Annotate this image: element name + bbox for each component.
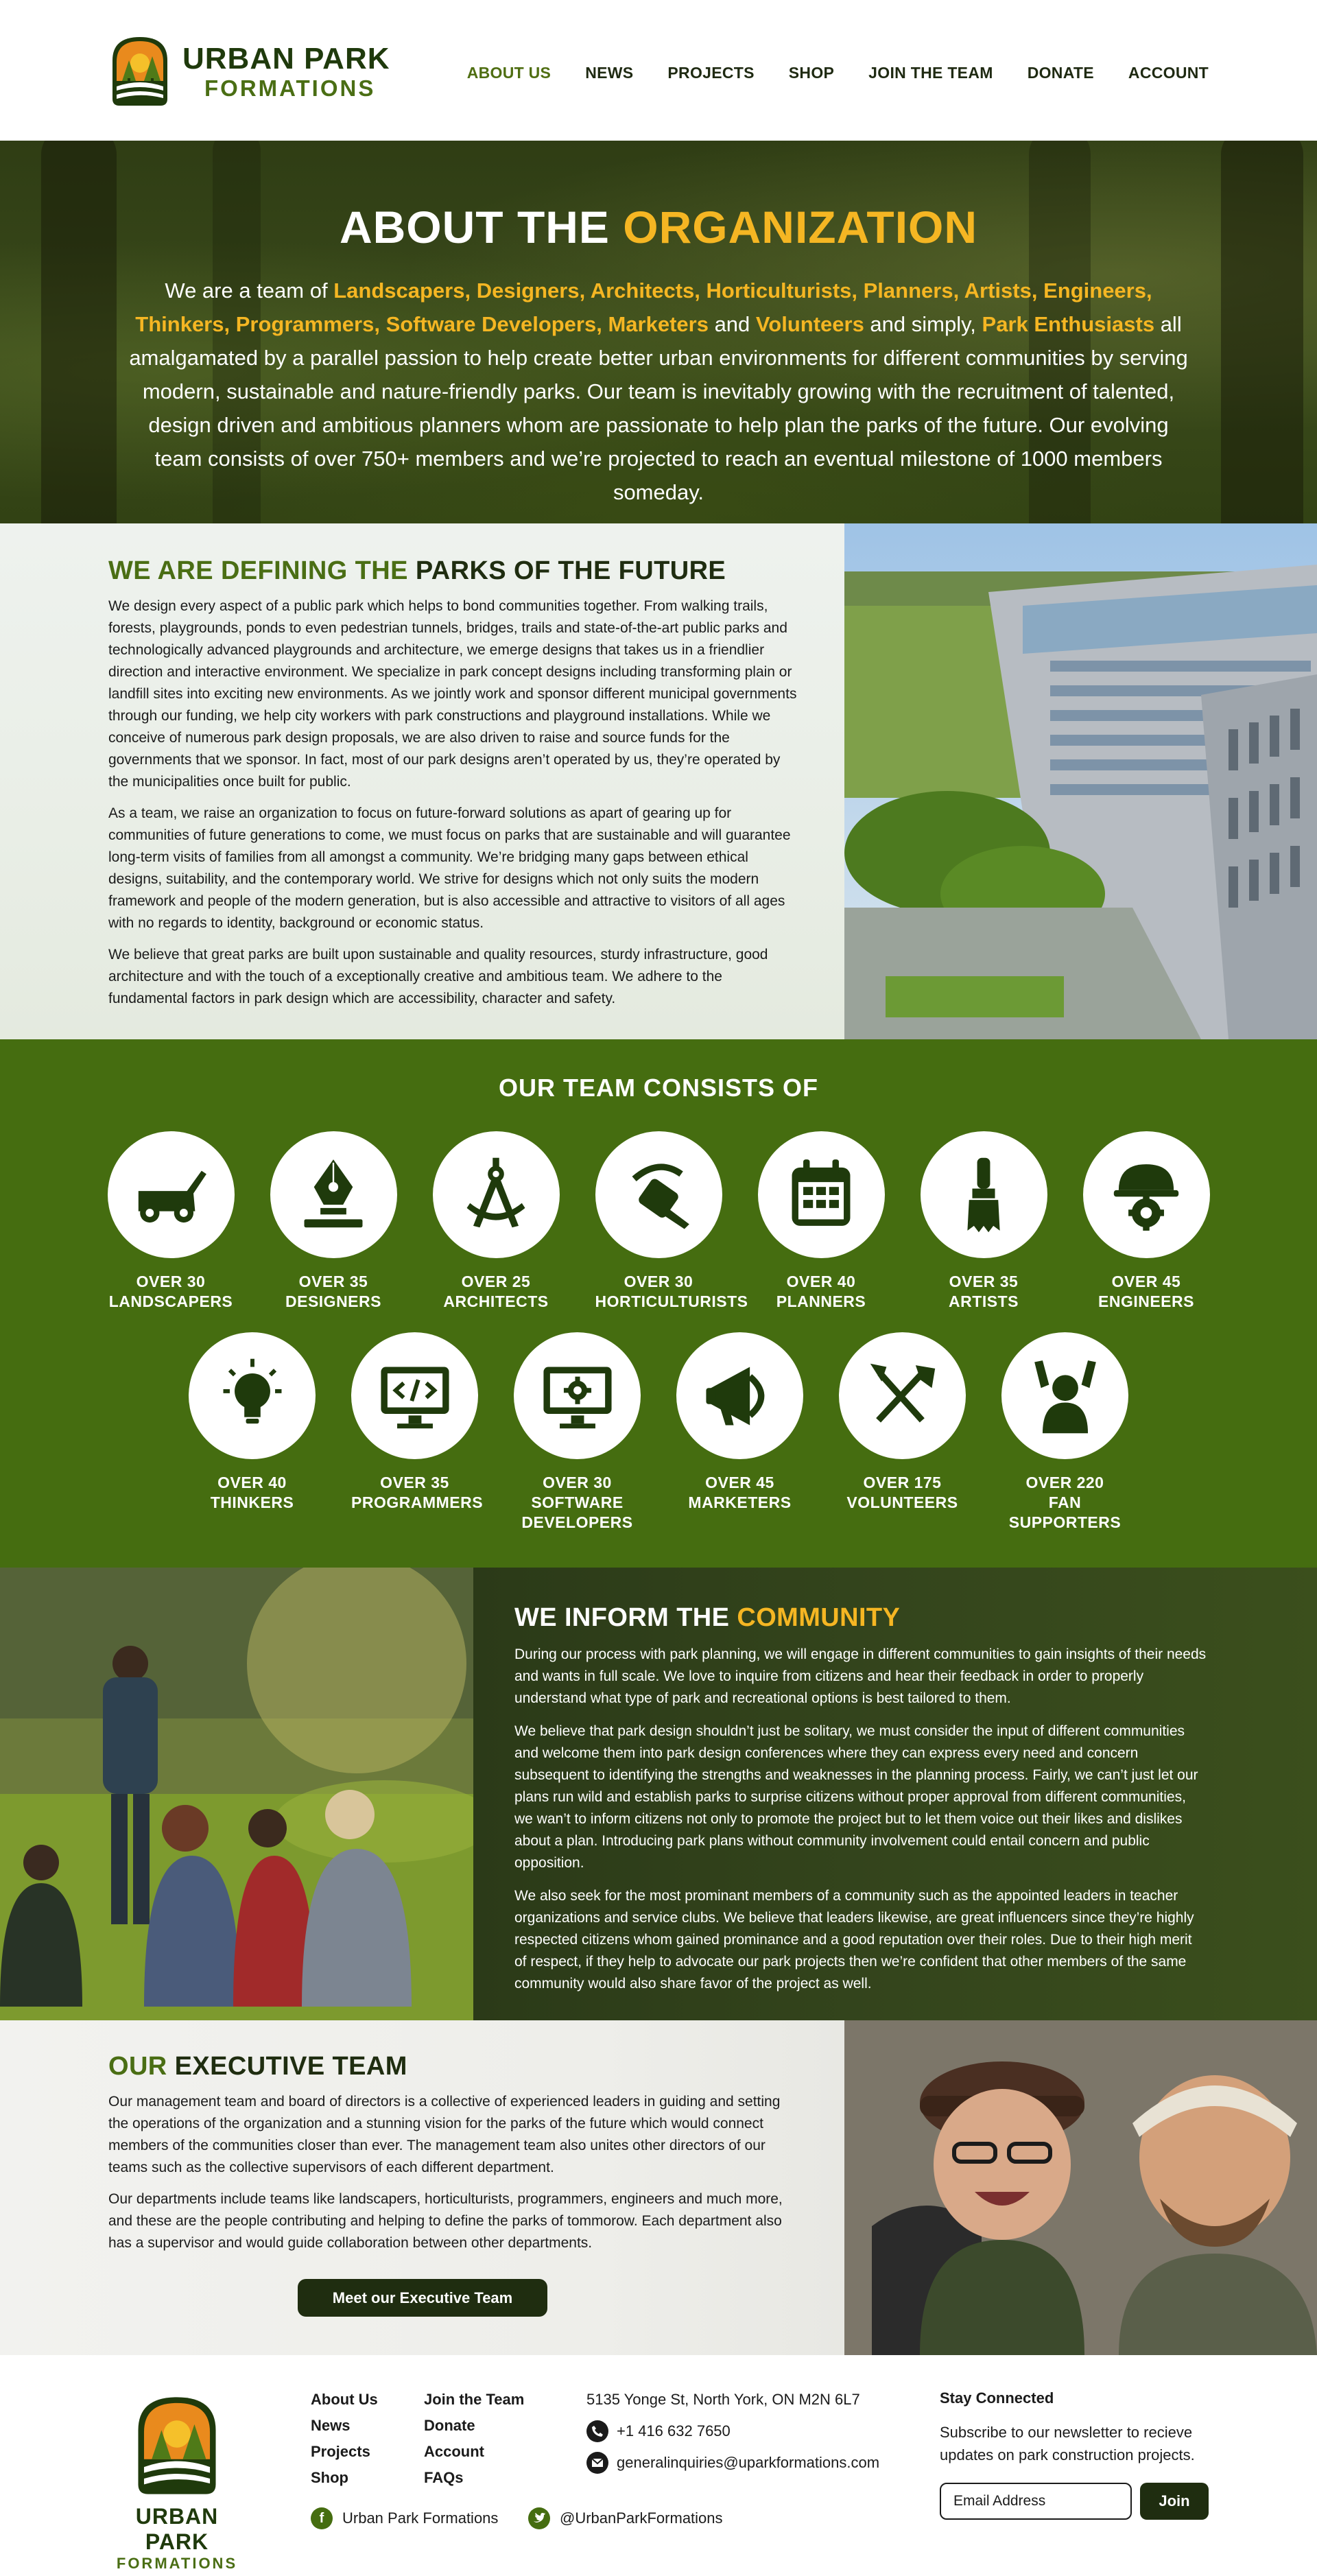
site-footer [0, 2355, 1317, 2576]
contact-info [586, 2387, 879, 2476]
team-title: OUR TEAM CONSISTS OF [498, 1074, 818, 1102]
executive-paragraph: Our management team and board of directors is a collective of experienced leaders in guiding and setting the operations of the organization and a stunning vision for the parks of the future which would connect members of the communities closer than ever. The management team also unites other directors of our teams such as the collective supervisors of each different department. [108, 2094, 781, 2175]
logo-line-2: FORMATIONS [204, 75, 376, 101]
site-header [0, 0, 1317, 141]
executive-title: OUR EXECUTIVE TEAM [108, 2052, 407, 2081]
newsletter-title: Stay Connected [940, 2389, 1054, 2407]
footer-links-column [311, 2387, 378, 2491]
tree-trunk-decoration [41, 141, 117, 523]
nav-news[interactable]: NEWS [585, 64, 634, 82]
twitter-link[interactable]: @UrbanParkFormations [528, 2507, 723, 2529]
phone-number: +1 416 632 7650 [617, 2422, 731, 2439]
nav-shop[interactable]: SHOP [788, 64, 835, 82]
community-section [0, 1568, 1317, 2020]
community-paragraph: During our process with park planning, we will engage in different communities to gain insights of their needs and wants in full scale. We love to inquire from citizens and hear their feedback in order to properly understand what type of park and recreational options is best tailored to them. [514, 1646, 1207, 1706]
email-icon [586, 2452, 608, 2474]
team-section [0, 1039, 1317, 1568]
nav-projects[interactable]: PROJECTS [667, 64, 755, 82]
team-member-card: OVER 35 DESIGNERS [270, 1131, 397, 1312]
site-logo[interactable] [108, 33, 390, 110]
team-member-card: OVER 40 PLANNERS [758, 1131, 885, 1312]
footer-logo-line-2: FORMATIONS [116, 2555, 238, 2572]
main-nav [467, 64, 1209, 82]
team-member-card: OVER 45 ENGINEERS [1083, 1131, 1210, 1312]
about-description: We are a team of Landscapers, Designers, Architects, Horticulturists, Planners, Artists, Engineers, Thinkers, Programmers, Software Developers, Marketers and Volunteers and simply, Park Enthusiasts all amalgamated by a parallel passion to help create better urban environments for different communities by serving modern, sustainable and nature-friendly parks. Our team is inevitably growing with the recruitment of talented, design driven and ambitious planners whom are passionate to help plan the parks of the future. Our evolving team consists of over 750+ members and we’re projected to reach an eventual milestone of 1000 members someday. [129, 279, 1188, 504]
hardhat-gear-icon [1106, 1155, 1187, 1236]
footer-link-donate[interactable]: Donate [424, 2417, 475, 2434]
team-member-card: OVER 175 VOLUNTEERS [839, 1332, 966, 1533]
building-illustration [844, 523, 1317, 1039]
footer-link-projects[interactable]: Projects [311, 2443, 370, 2460]
footer-link-news[interactable]: News [311, 2417, 351, 2434]
team-member-card: OVER 30 LANDSCAPERS [108, 1131, 235, 1312]
watering-can-icon [618, 1155, 699, 1236]
team-member-card: OVER 35 PROGRAMMERS [351, 1332, 478, 1533]
executive-team-photo [844, 2020, 1317, 2355]
email-row[interactable] [586, 2450, 879, 2476]
defining-paragraph: As a team, we raise an organization to focus on future-forward solutions as apart of gearing up for communities of future generations to come, we must focus on parks that are sustainable and will guarantee long-term visits of families from all amongst a community. We’re bridging many gaps between ethical designs, suitability, and the contemporary world. We strive for designs which not only suits the modern framework and people of the modern generation, but is also accessible and attractive to visitors of all ages with no regards to identity, background or economic status. [108, 805, 791, 931]
cheering-person-icon [1025, 1356, 1106, 1437]
footer-logo[interactable] [108, 2391, 246, 2573]
facebook-link[interactable]: f Urban Park Formations [311, 2507, 498, 2529]
team-member-card: OVER 40 THINKERS [189, 1332, 316, 1533]
nav-donate[interactable]: DONATE [1027, 64, 1094, 82]
newsletter-description: Subscribe to our newsletter to recieve updates on park construction projects. [940, 2424, 1195, 2463]
executive-section [0, 2020, 1317, 2355]
email-address: generalinquiries@uparkformations.com [617, 2454, 880, 2471]
shovel-tools-icon [862, 1356, 943, 1437]
nav-account[interactable]: ACCOUNT [1128, 64, 1209, 82]
lightbulb-icon [212, 1356, 293, 1437]
community-paragraph: We believe that park design shouldn’t just be solitary, we must consider the input of different communities and welcome them into park design conferences where they can express every need and concern subsequent to identifying the strengths and weaknesses in the planning process. Fairly, we can’t just let our plans run wild and establish parks to surprise citizens without proper approval from different communities, we wan’t to inform citizens not only to promote the project but to let them voice out their likes and dislikes about a plan. Introducing park plans without community involvement could entail concern and public opposition. [514, 1723, 1198, 1871]
city-building-photo [844, 523, 1317, 1039]
nav-about-us[interactable]: ABOUT US [466, 64, 551, 82]
logo-line-1: URBAN PARK [182, 41, 390, 75]
footer-link-shop[interactable]: Shop [311, 2469, 348, 2486]
footer-link-faqs[interactable]: FAQs [424, 2469, 464, 2486]
phone-icon [586, 2420, 608, 2442]
twitter-icon [528, 2507, 550, 2529]
calendar-icon [781, 1155, 862, 1236]
footer-link-join-the-team[interactable]: Join the Team [424, 2391, 525, 2408]
team-member-card: OVER 25 ARCHITECTS [433, 1131, 560, 1312]
footer-links-column [424, 2387, 524, 2491]
facebook-icon: f [311, 2507, 333, 2529]
lawnmower-icon [130, 1155, 211, 1236]
community-park-photo [0, 1568, 473, 2020]
nav-join-the-team[interactable]: JOIN THE TEAM [868, 64, 993, 82]
tree-trunk-decoration [1221, 141, 1303, 523]
defining-title: WE ARE DEFINING THE PARKS OF THE FUTURE [108, 556, 726, 585]
team-member-card: OVER 35 ARTISTS [921, 1131, 1047, 1312]
executive-paragraph: Our departments include teams like landscapers, horticulturists, programmers, engineers and much more, and these are the people contributing and helping to define the parks of tommorow. Each department also has a supervisor and would guide collaboration between other departments. [108, 2191, 783, 2251]
defining-paragraph: We believe that great parks are built upon sustainable and quality resources, sturdy infrastructure, good architecture and with the touch of a exceptionally creative and ambitious team. We adhere to the fundamental factors in park design which are accessibility, character and safety. [108, 947, 768, 1006]
defining-section [0, 523, 1317, 1039]
meet-executive-team-button[interactable]: Meet our Executive Team [298, 2279, 547, 2317]
gear-monitor-icon [537, 1356, 618, 1437]
about-section [0, 141, 1317, 523]
park-logo-icon [108, 33, 171, 110]
paintbrush-icon [943, 1155, 1024, 1236]
newsletter-email-input[interactable] [940, 2483, 1132, 2520]
team-member-card: OVER 220 FAN SUPPORTERS [1001, 1332, 1128, 1533]
newsletter-signup [940, 2389, 1228, 2520]
code-monitor-icon [375, 1356, 455, 1437]
park-logo-icon [132, 2391, 222, 2501]
compass-icon [455, 1155, 536, 1236]
community-title: WE INFORM THE COMMUNITY [514, 1603, 901, 1632]
footer-link-account[interactable]: Account [424, 2443, 484, 2460]
team-member-card: OVER 30 HORTICULTURISTS [595, 1131, 722, 1312]
footer-logo-line-1: URBAN PARK [135, 2504, 219, 2554]
team-member-card: OVER 30 SOFTWARE DEVELOPERS [514, 1332, 641, 1533]
park-crowd-illustration [0, 1568, 473, 2020]
team-member-card: OVER 45 MARKETERS [676, 1332, 803, 1533]
address-text: 5135 Yonge St, North York, ON M2N 6L7 [586, 2391, 860, 2408]
about-title: ABOUT THE ORGANIZATION [339, 202, 978, 252]
footer-link-about-us[interactable]: About Us [311, 2391, 378, 2408]
laughing-men-illustration [844, 2020, 1317, 2355]
newsletter-join-button[interactable]: Join [1140, 2483, 1209, 2520]
community-paragraph: We also seek for the most prominant members of a community such as the appointed leaders in teacher organizations and service clubs. We believe that leaders likewise, are great influencers since they’re highly respected citizens whom gained prominance and a good reputation over their roles. Due to their high merit of respect, if they help to advocate our park projects then we’re confident that other members of the same community would also share favor of the project as well. [514, 1888, 1194, 1992]
phone-row[interactable] [586, 2418, 879, 2444]
pen-nib-icon [293, 1155, 374, 1236]
megaphone-icon [700, 1356, 781, 1437]
defining-paragraph: We design every aspect of a public park which helps to bond communities together. From walking trails, forests, playgrounds, ponds to even pedestrian tunnels, bridges, trails and state-of-the-art public parks and technologically advanced playgrounds and architecture, we emerge designs that takes us in a friendlier direction and interactive environment. We specialize in park concept designs including transforming plain or landfill sites into exciting new environments. As we jointly work and sponsor different municipal governments through our funding, we help city workers with park constructions and playground installations. While we conceive of numerous park design proposals, we are also driven to raise and source funds for the governments that we sponsor. In fact, most of our park designs aren’t operated by us, they’re operated by the municipalities once built for public. [108, 598, 797, 790]
